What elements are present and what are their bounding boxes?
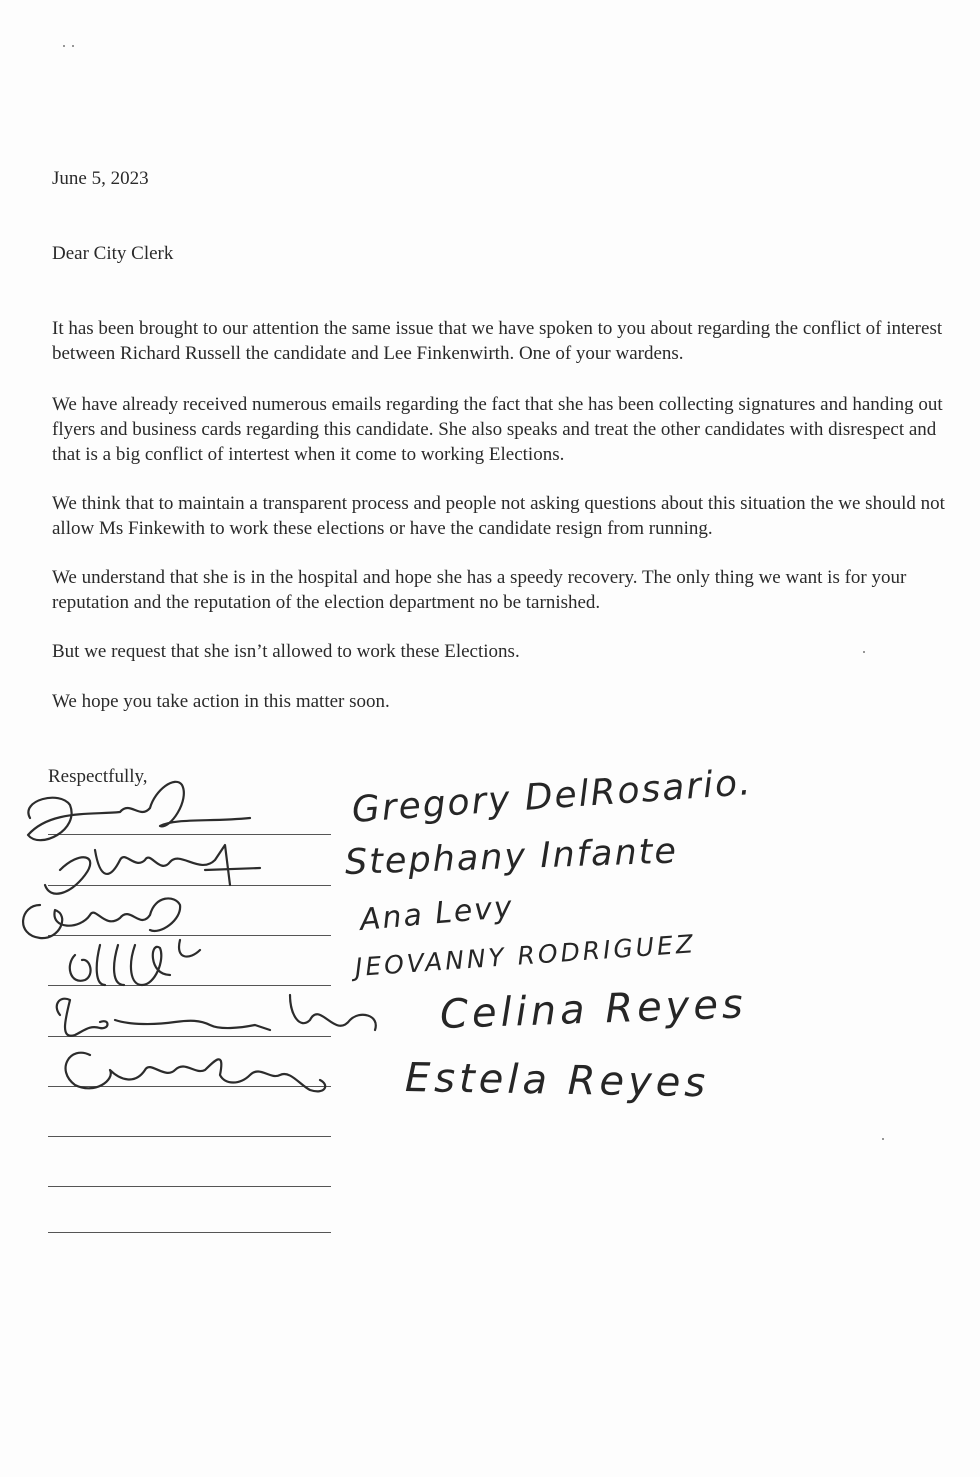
printed-name-1: Gregory DelRosario. <box>350 762 754 831</box>
signature-line <box>48 1086 331 1087</box>
signature-line <box>48 1186 331 1187</box>
printed-name-3: Ana Levy <box>358 889 516 938</box>
signature-1 <box>28 782 250 840</box>
signature-line <box>48 985 331 986</box>
printed-name-6: Estela Reyes <box>404 1055 710 1107</box>
closing: Respectfully, <box>48 766 148 787</box>
paragraph-3: We think that to maintain a transparent process and people not asking questions about this situation the we should not allow Ms Finkewith to work these elections or have the candidate resign from running. <box>52 493 945 539</box>
printed-name-2: Stephany Infante <box>344 831 679 883</box>
paragraph-2: We have already received numerous emails regarding the fact that she has been collecting signatures and handing out flyers and business cards regarding this candidate. She also speaks and treat the other candidates with disrespect and that is a big conflict of intertest when it come to working Elections. <box>52 394 943 465</box>
signature-line <box>48 834 331 835</box>
signature-3 <box>23 898 180 938</box>
paragraph-5: But we request that she isn’t allowed to work these Elections. <box>52 641 520 662</box>
scan-speck <box>72 45 74 47</box>
letter-date: June 5, 2023 <box>52 168 149 189</box>
signature-5 <box>57 995 376 1036</box>
signature-line <box>48 885 331 886</box>
printed-name-4: JEOVANNY RODRIGUEZ <box>353 929 697 982</box>
signature-4 <box>70 940 200 985</box>
scan-speck <box>863 651 865 653</box>
salutation: Dear City Clerk <box>52 243 174 264</box>
signature-line <box>48 1136 331 1137</box>
printed-name-5: Celina Reyes <box>439 981 748 1038</box>
scan-speck <box>882 1138 884 1140</box>
paragraph-1: It has been brought to our attention the same issue that we have spoken to you about regarding the conflict of interest between Richard Russell the candidate and Lee Finkenwirth. One of your wardens. <box>52 318 943 364</box>
paragraph-4: We understand that she is in the hospital and hope she has a speedy recovery. The only thing we want is for your reputation and the reputation of the election department no be tarnished. <box>52 567 907 613</box>
paragraph-6: We hope you take action in this matter soon. <box>52 691 390 712</box>
signature-line <box>48 1036 331 1037</box>
signature-line <box>48 935 331 936</box>
scan-speck <box>63 45 65 47</box>
signature-line <box>48 1232 331 1233</box>
signature-2 <box>45 845 260 894</box>
